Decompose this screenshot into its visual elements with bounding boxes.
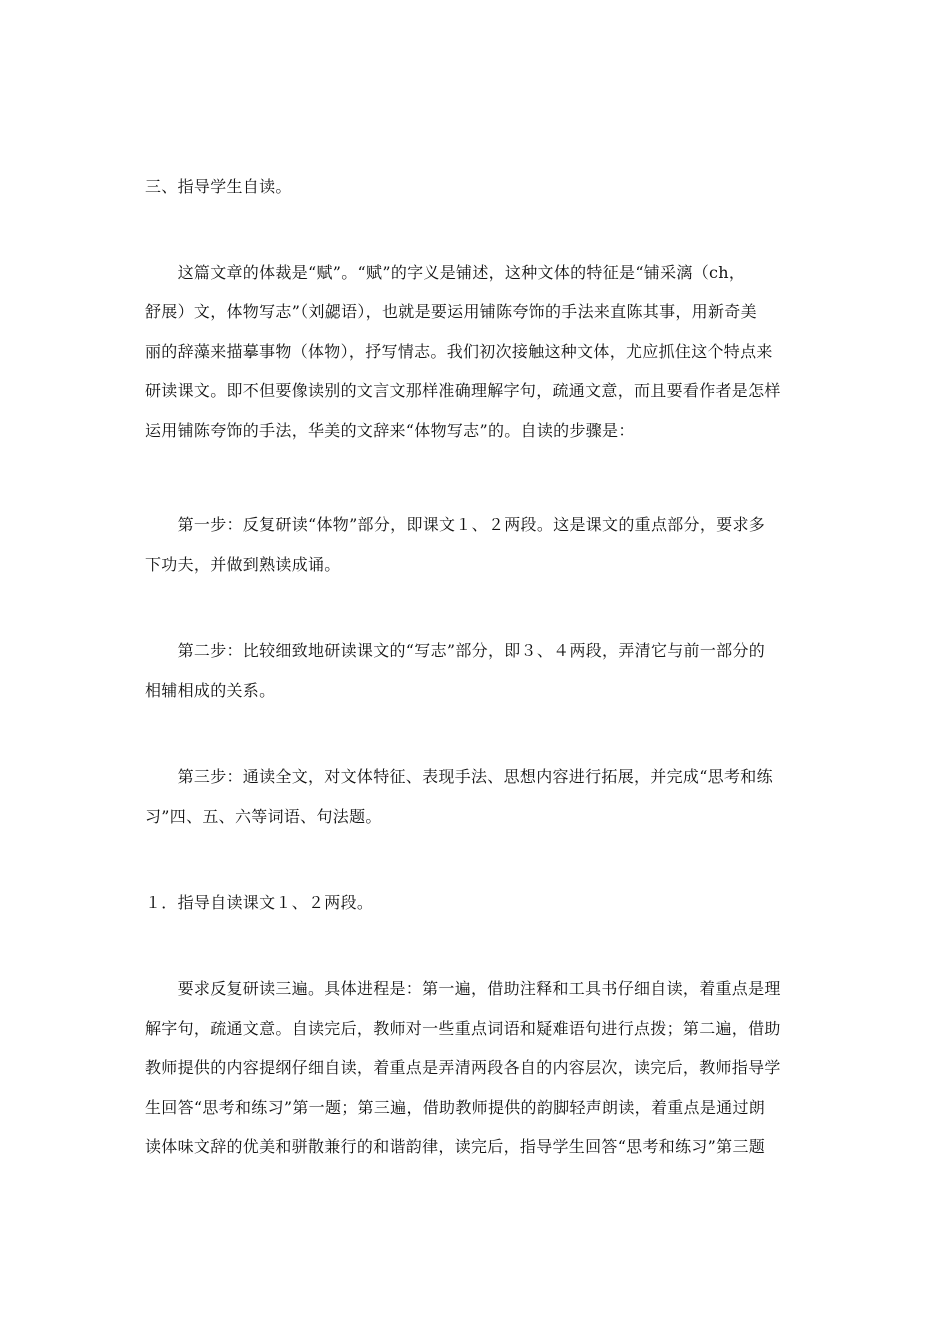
step-two-line-2: 相辅相成的关系。 — [145, 681, 276, 700]
intro-line-1: 这篇文章的体裁是“赋”。“赋”的字义是铺述，这种文体的特征是“铺采漓（ch， — [145, 263, 746, 282]
intro-line-2: 舒展）文，体物写志”（刘勰语），也就是要运用铺陈夸饰的手法来直陈其事，用新奇美 — [145, 302, 757, 321]
subheading-one: １．指导自读课文１、２两段。 — [145, 893, 374, 912]
detail-line-2: 解字句，疏通文意。自读完后，教师对一些重点词语和疑难语句进行点拨；第二遍，借助 — [145, 1019, 781, 1038]
step-three-line-2: 习”四、五、六等词语、句法题。 — [145, 807, 382, 826]
step-two-line-1: 第二步：比较细致地研读课文的“写志”部分，即３、４两段，弄清它与前一部分的 — [145, 641, 766, 660]
section-heading: 三、指导学生自读。 — [145, 177, 292, 196]
step-one-line-1: 第一步：反复研读“体物”部分，即课文１、２两段。这是课文的重点部分，要求多 — [145, 515, 766, 534]
step-three-line-1: 第三步：通读全文，对文体特征、表现手法、思想内容进行拓展，并完成“思考和练 — [145, 767, 773, 786]
detail-line-4: 生回答“思考和练习”第一题；第三遍，借助教师提供的韵脚轻声朗读，着重点是通过朗 — [145, 1098, 766, 1117]
detail-line-1: 要求反复研读三遍。具体进程是：第一遍，借助注释和工具书仔细自读，着重点是理 — [145, 979, 781, 998]
detail-line-5: 读体味文辞的优美和骈散兼行的和谐韵律，读完后，指导学生回答“思考和练习”第三题 — [145, 1137, 766, 1156]
intro-line-3: 丽的辞藻来描摹事物（体物），抒写情志。我们初次接触这种文体，尤应抓住这个特点来 — [145, 342, 773, 361]
intro-line-4: 研读课文。即不但要像读别的文言文那样准确理解字句，疏通文意，而且要看作者是怎样 — [145, 381, 781, 400]
detail-line-3: 教师提供的内容提纲仔细自读，着重点是弄清两段各自的内容层次，读完后，教师指导学 — [145, 1058, 781, 1077]
intro-line-5: 运用铺陈夸饰的手法，华美的文辞来“体物写志”的。自读的步骤是： — [145, 421, 635, 440]
step-one-line-2: 下功夫，并做到熟读成诵。 — [145, 555, 341, 574]
